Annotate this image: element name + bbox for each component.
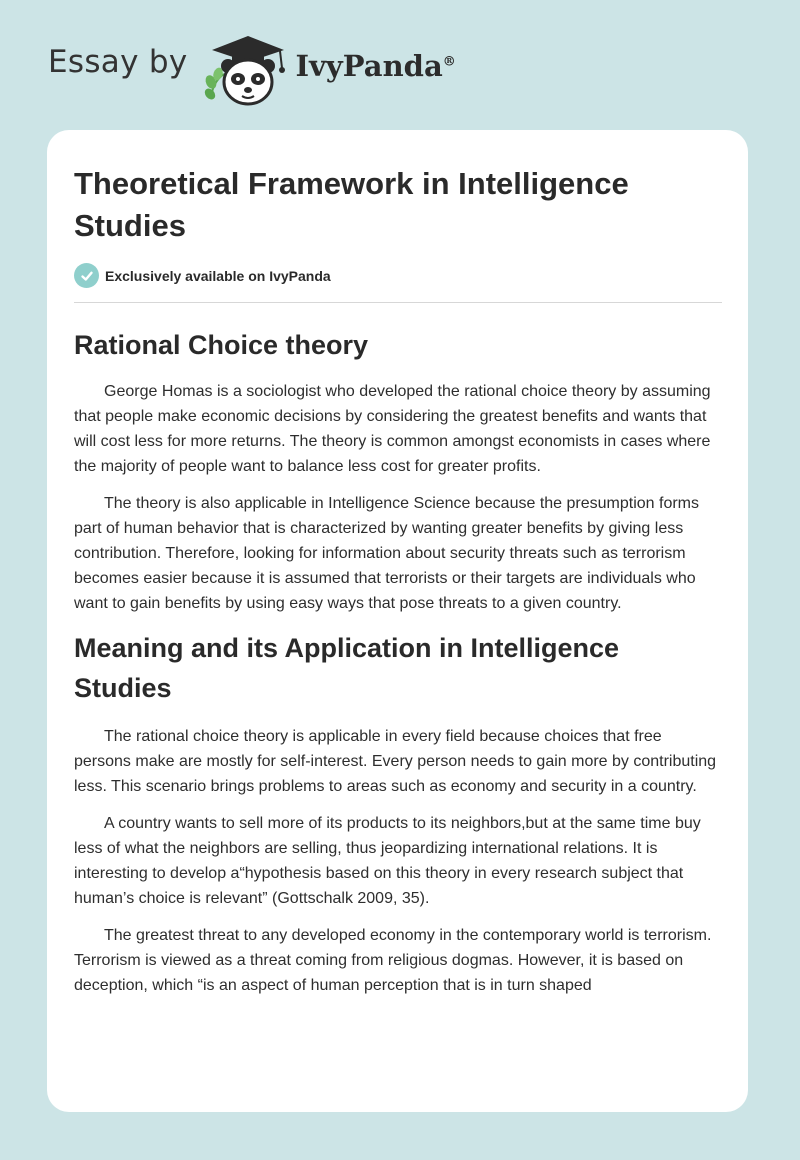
check-circle-icon bbox=[74, 263, 99, 288]
paragraph: The greatest threat to any developed economy in the contemporary world is terrorism. Terrorism is viewed as a threat coming from religious dogmas. However, it is based on deception, which “is an aspect of human perception that is in turn shaped bbox=[74, 927, 712, 994]
essay-card bbox=[47, 130, 748, 1112]
brand-registered-mark: ® bbox=[442, 54, 456, 70]
essay-title: Theoretical Framework in Intelligence Studies bbox=[74, 166, 629, 243]
paragraph: The rational choice theory is applicable in every field because choices that free persons make are mostly for self-interest. Every person needs to gain more by contributing less. This scenario brings problems to areas such as economy and security in a country. bbox=[74, 728, 717, 795]
brand-name: IvyPanda® bbox=[295, 49, 456, 83]
exclusive-badge bbox=[74, 263, 722, 303]
exclusive-badge-text: Exclusively available on IvyPanda bbox=[105, 267, 331, 284]
site-brand[interactable] bbox=[48, 30, 456, 110]
section-heading: Rational Choice theory bbox=[74, 330, 369, 360]
section-heading: Meaning and its Application in Intelligence Studies bbox=[74, 633, 620, 703]
section-rational-choice bbox=[74, 325, 722, 616]
brand-prefix: Essay by bbox=[48, 44, 188, 80]
section-meaning-application bbox=[74, 628, 722, 998]
paragraph: George Homas is a sociologist who developed the rational choice theory by assuming that people make economic decisions by considering the greatest benefits and wants that will cost less for more returns. The theory is common amongst economists in cases where the majority of people want to balance less cost for greater profits. bbox=[74, 383, 711, 475]
paragraph: A country wants to sell more of its products to its neighbors,but at the same time buy less of what the neighbors are selling, thus jeopardizing international relations. It is interesting to develop a“hypothesis based on this theory in every research subject that human’s choice is relevant” (Gottschalk 2009, 35). bbox=[74, 815, 701, 907]
paragraph: The theory is also applicable in Intelligence Science because the presumption forms part of human behavior that is characterized by wanting greater benefits by giving less contribution. Therefore, looking for information about security threats such as terrorism becomes easier because it is assumed that terrorists or their targets are individuals who want to gain benefits by using easy ways that pose threats to a given country. bbox=[74, 495, 699, 612]
panda-logo-icon bbox=[202, 30, 294, 110]
